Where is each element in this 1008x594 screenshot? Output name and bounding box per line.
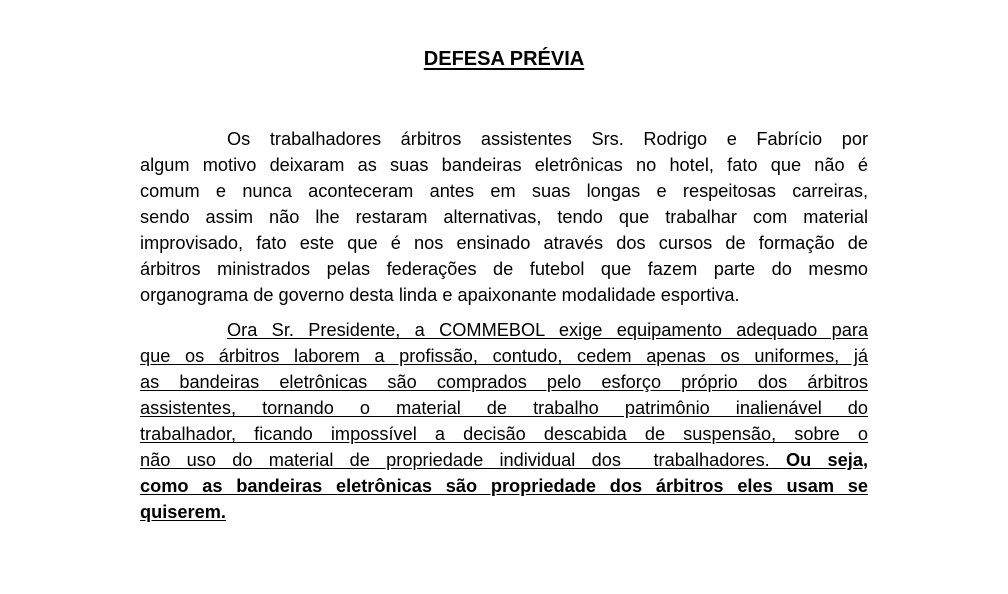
paragraph-2-bold-text: Ou seja, [786, 450, 869, 470]
paragraph-2-line: assistentes, tornando o material de trabalho patrimônio inalienável do [140, 398, 868, 418]
paragraph-2-line: que os árbitros laborem a profissão, contudo, cedem apenas os uniformes, já [140, 346, 868, 366]
paragraph-2-line: trabalhador, ficando impossível a decisão descabida de suspensão, sobre o [140, 424, 868, 444]
paragraph-1-line: algum motivo deixaram as suas bandeiras eletrônicas no hotel, fato que não é [140, 155, 868, 175]
paragraph-2-line: as bandeiras eletrônicas são comprados pelo esforço próprio dos árbitros [140, 372, 868, 392]
paragraph-1-line: Os trabalhadores árbitros assistentes Srs. Rodrigo e Fabrício por [227, 129, 868, 149]
paragraph-2-mixed-line [140, 447, 868, 473]
paragraph-1 [140, 126, 868, 308]
document-title: DEFESA PRÉVIA [423, 48, 585, 70]
paragraph-2 [140, 317, 868, 525]
paragraph-1-line: sendo assim não lhe restaram alternativas, tendo que trabalhar com material [140, 207, 868, 227]
paragraph-1-line: organograma de governo desta linda e apaixonante modalidade esportiva. [140, 285, 740, 305]
paragraph-1-line: árbitros ministrados pelas federações de futebol que fazem parte do mesmo [140, 259, 868, 279]
paragraph-2-bold-line: como as bandeiras eletrônicas são propriedade dos árbitros eles usam se [140, 476, 868, 496]
paragraph-2-line: Ora Sr. Presidente, a COMMEBOL exige equipamento adequado para [227, 320, 868, 340]
paragraph-2-regular-text: não uso do material de propriedade individual dos trabalhadores. [140, 450, 770, 470]
paragraph-1-line: comum e nunca aconteceram antes em suas longas e respeitosas carreiras, [140, 181, 868, 201]
paragraph-1-line: improvisado, fato este que é nos ensinado através dos cursos de formação de [140, 233, 868, 253]
paragraph-2-bold-line: quiserem. [140, 502, 226, 522]
